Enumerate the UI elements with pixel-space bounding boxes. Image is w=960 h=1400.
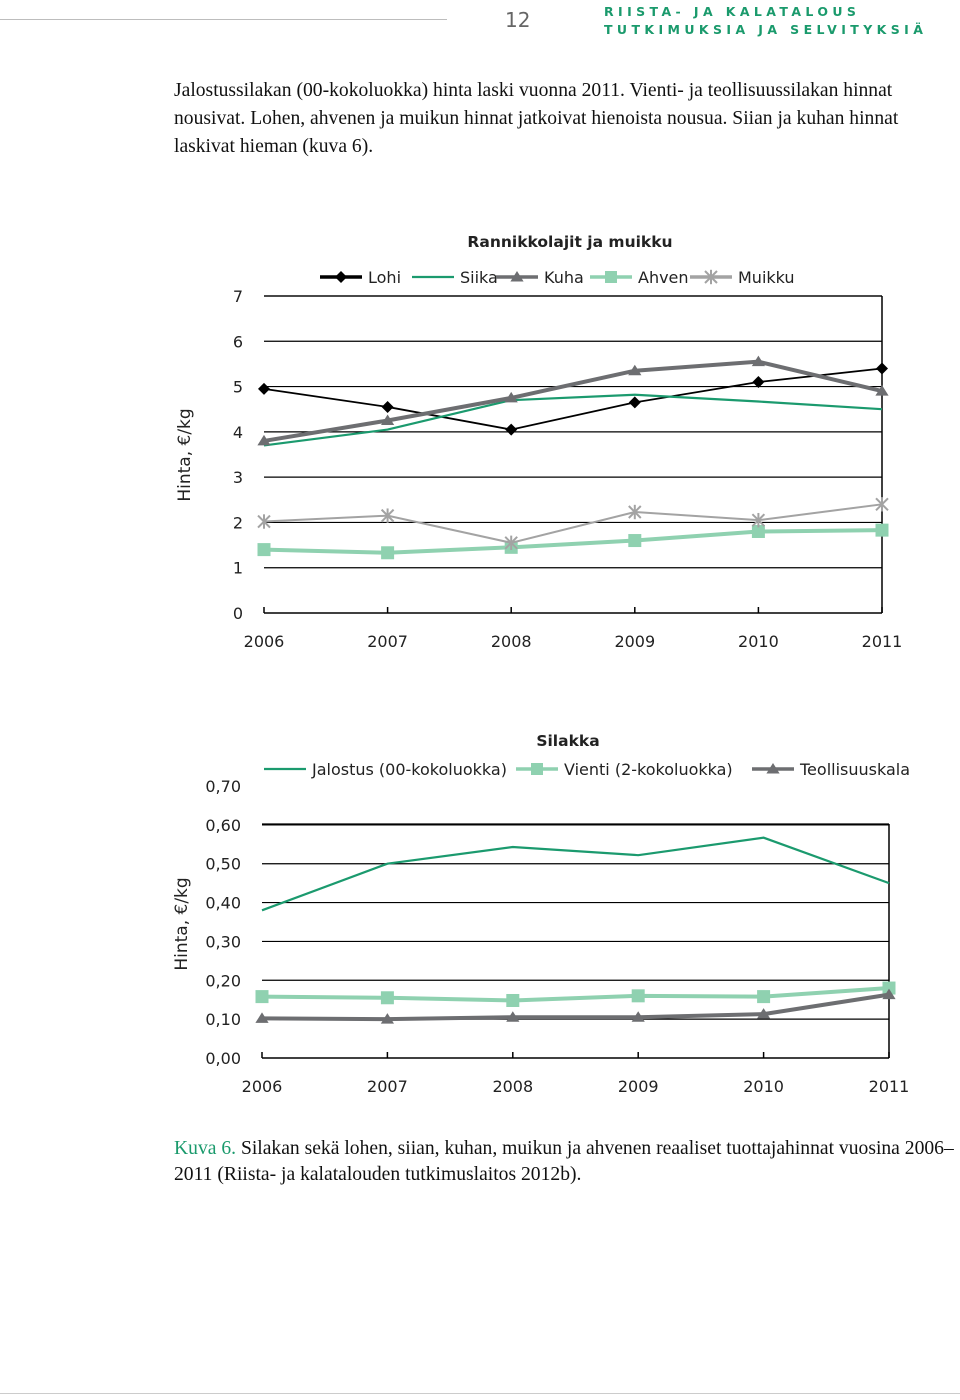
legend-label: Vienti (2-kokoluokka) xyxy=(564,760,733,779)
legend-label: Ahven xyxy=(638,268,689,287)
x-tick-label: 2006 xyxy=(243,632,285,651)
y-tick-label: 0,20 xyxy=(205,971,241,991)
body-line: nousivat. Lohen, ahvenen ja muikun hinnat jatkoivat hienoista nousua. Siian ja kuhan hinnat xyxy=(174,108,899,129)
y-tick-label: 0,50 xyxy=(205,854,241,874)
y-tick-label: 1 xyxy=(232,558,243,578)
legend-label: Lohi xyxy=(368,268,402,287)
data-point-square xyxy=(256,990,269,1003)
caption-text: Silakan sekä lohen, siian, kuhan, muikun ja ahvenen reaaliset tuottajahinnat vuosina 2006– xyxy=(236,1138,954,1159)
x-tick-label: 2011 xyxy=(861,632,903,651)
body-line: Jalostussilakan (00-kokoluokka) hinta laski vuonna 2011. Vienti- ja teollisuussilakan hinnat xyxy=(174,80,893,101)
x-tick-label: 2011 xyxy=(868,1077,910,1096)
legend-label: Jalostus (00-kokoluokka) xyxy=(312,760,507,779)
running-title-line1: RIISTA- JA KALATALOUS xyxy=(604,4,861,19)
body-line: laskivat hieman (kuva 6). xyxy=(174,136,374,157)
y-tick-label: 4 xyxy=(232,422,243,442)
data-point-square xyxy=(506,994,519,1007)
y-tick-label: 7 xyxy=(232,287,243,306)
figure-caption xyxy=(174,1136,960,1188)
y-tick-label: 3 xyxy=(232,468,243,488)
x-tick-label: 2008 xyxy=(492,1077,534,1096)
x-tick-label: 2007 xyxy=(367,1077,408,1096)
y-tick-label: 0,40 xyxy=(205,893,241,913)
y-tick-label: 2 xyxy=(232,513,243,533)
running-title-line2: TUTKIMUKSIA JA SELVITYKSIÄ xyxy=(604,22,928,37)
y-tick-label: 0,00 xyxy=(205,1049,241,1068)
chart-title: Silakka xyxy=(536,732,600,750)
y-tick-label: 0,60 xyxy=(205,815,241,835)
legend-label: Teollisuuskala xyxy=(800,760,911,779)
bottom-rule xyxy=(0,1393,960,1394)
x-tick-label: 2010 xyxy=(743,1077,784,1096)
caption-text-line2: 2011 (Riista- ja kalatalouden tutkimuslaitos 2012b). xyxy=(174,1164,582,1185)
x-tick-label: 2008 xyxy=(490,632,532,651)
y-tick-label: 5 xyxy=(232,377,243,397)
y-axis-label: Hinta, €/kg xyxy=(175,408,195,502)
x-tick-label: 2006 xyxy=(241,1077,283,1096)
y-axis-label: Hinta, €/kg xyxy=(172,877,192,971)
y-tick-label: 0,70 xyxy=(205,777,241,796)
x-tick-label: 2007 xyxy=(367,632,408,651)
chart-title: Rannikkolajit ja muikku xyxy=(467,233,673,251)
y-tick-label: 0,30 xyxy=(205,932,241,952)
x-tick-label: 2009 xyxy=(617,1077,659,1096)
data-point-square xyxy=(531,763,543,775)
legend-label: Muikku xyxy=(738,268,795,287)
y-tick-label: 6 xyxy=(232,332,243,352)
data-point-square xyxy=(632,989,645,1002)
page-number: 12 xyxy=(505,8,531,32)
data-point-square xyxy=(381,991,394,1004)
x-tick-label: 2009 xyxy=(614,632,656,651)
series-line xyxy=(262,988,889,1000)
y-tick-label: 0 xyxy=(232,604,243,623)
data-point-square xyxy=(757,990,770,1003)
series-line xyxy=(262,838,889,911)
x-tick-label: 2010 xyxy=(738,632,779,651)
y-tick-label: 0,10 xyxy=(205,1010,241,1030)
legend-label: Kuha xyxy=(544,268,584,287)
caption-label: Kuva 6. xyxy=(174,1138,237,1159)
legend-label: Siika xyxy=(460,268,498,287)
